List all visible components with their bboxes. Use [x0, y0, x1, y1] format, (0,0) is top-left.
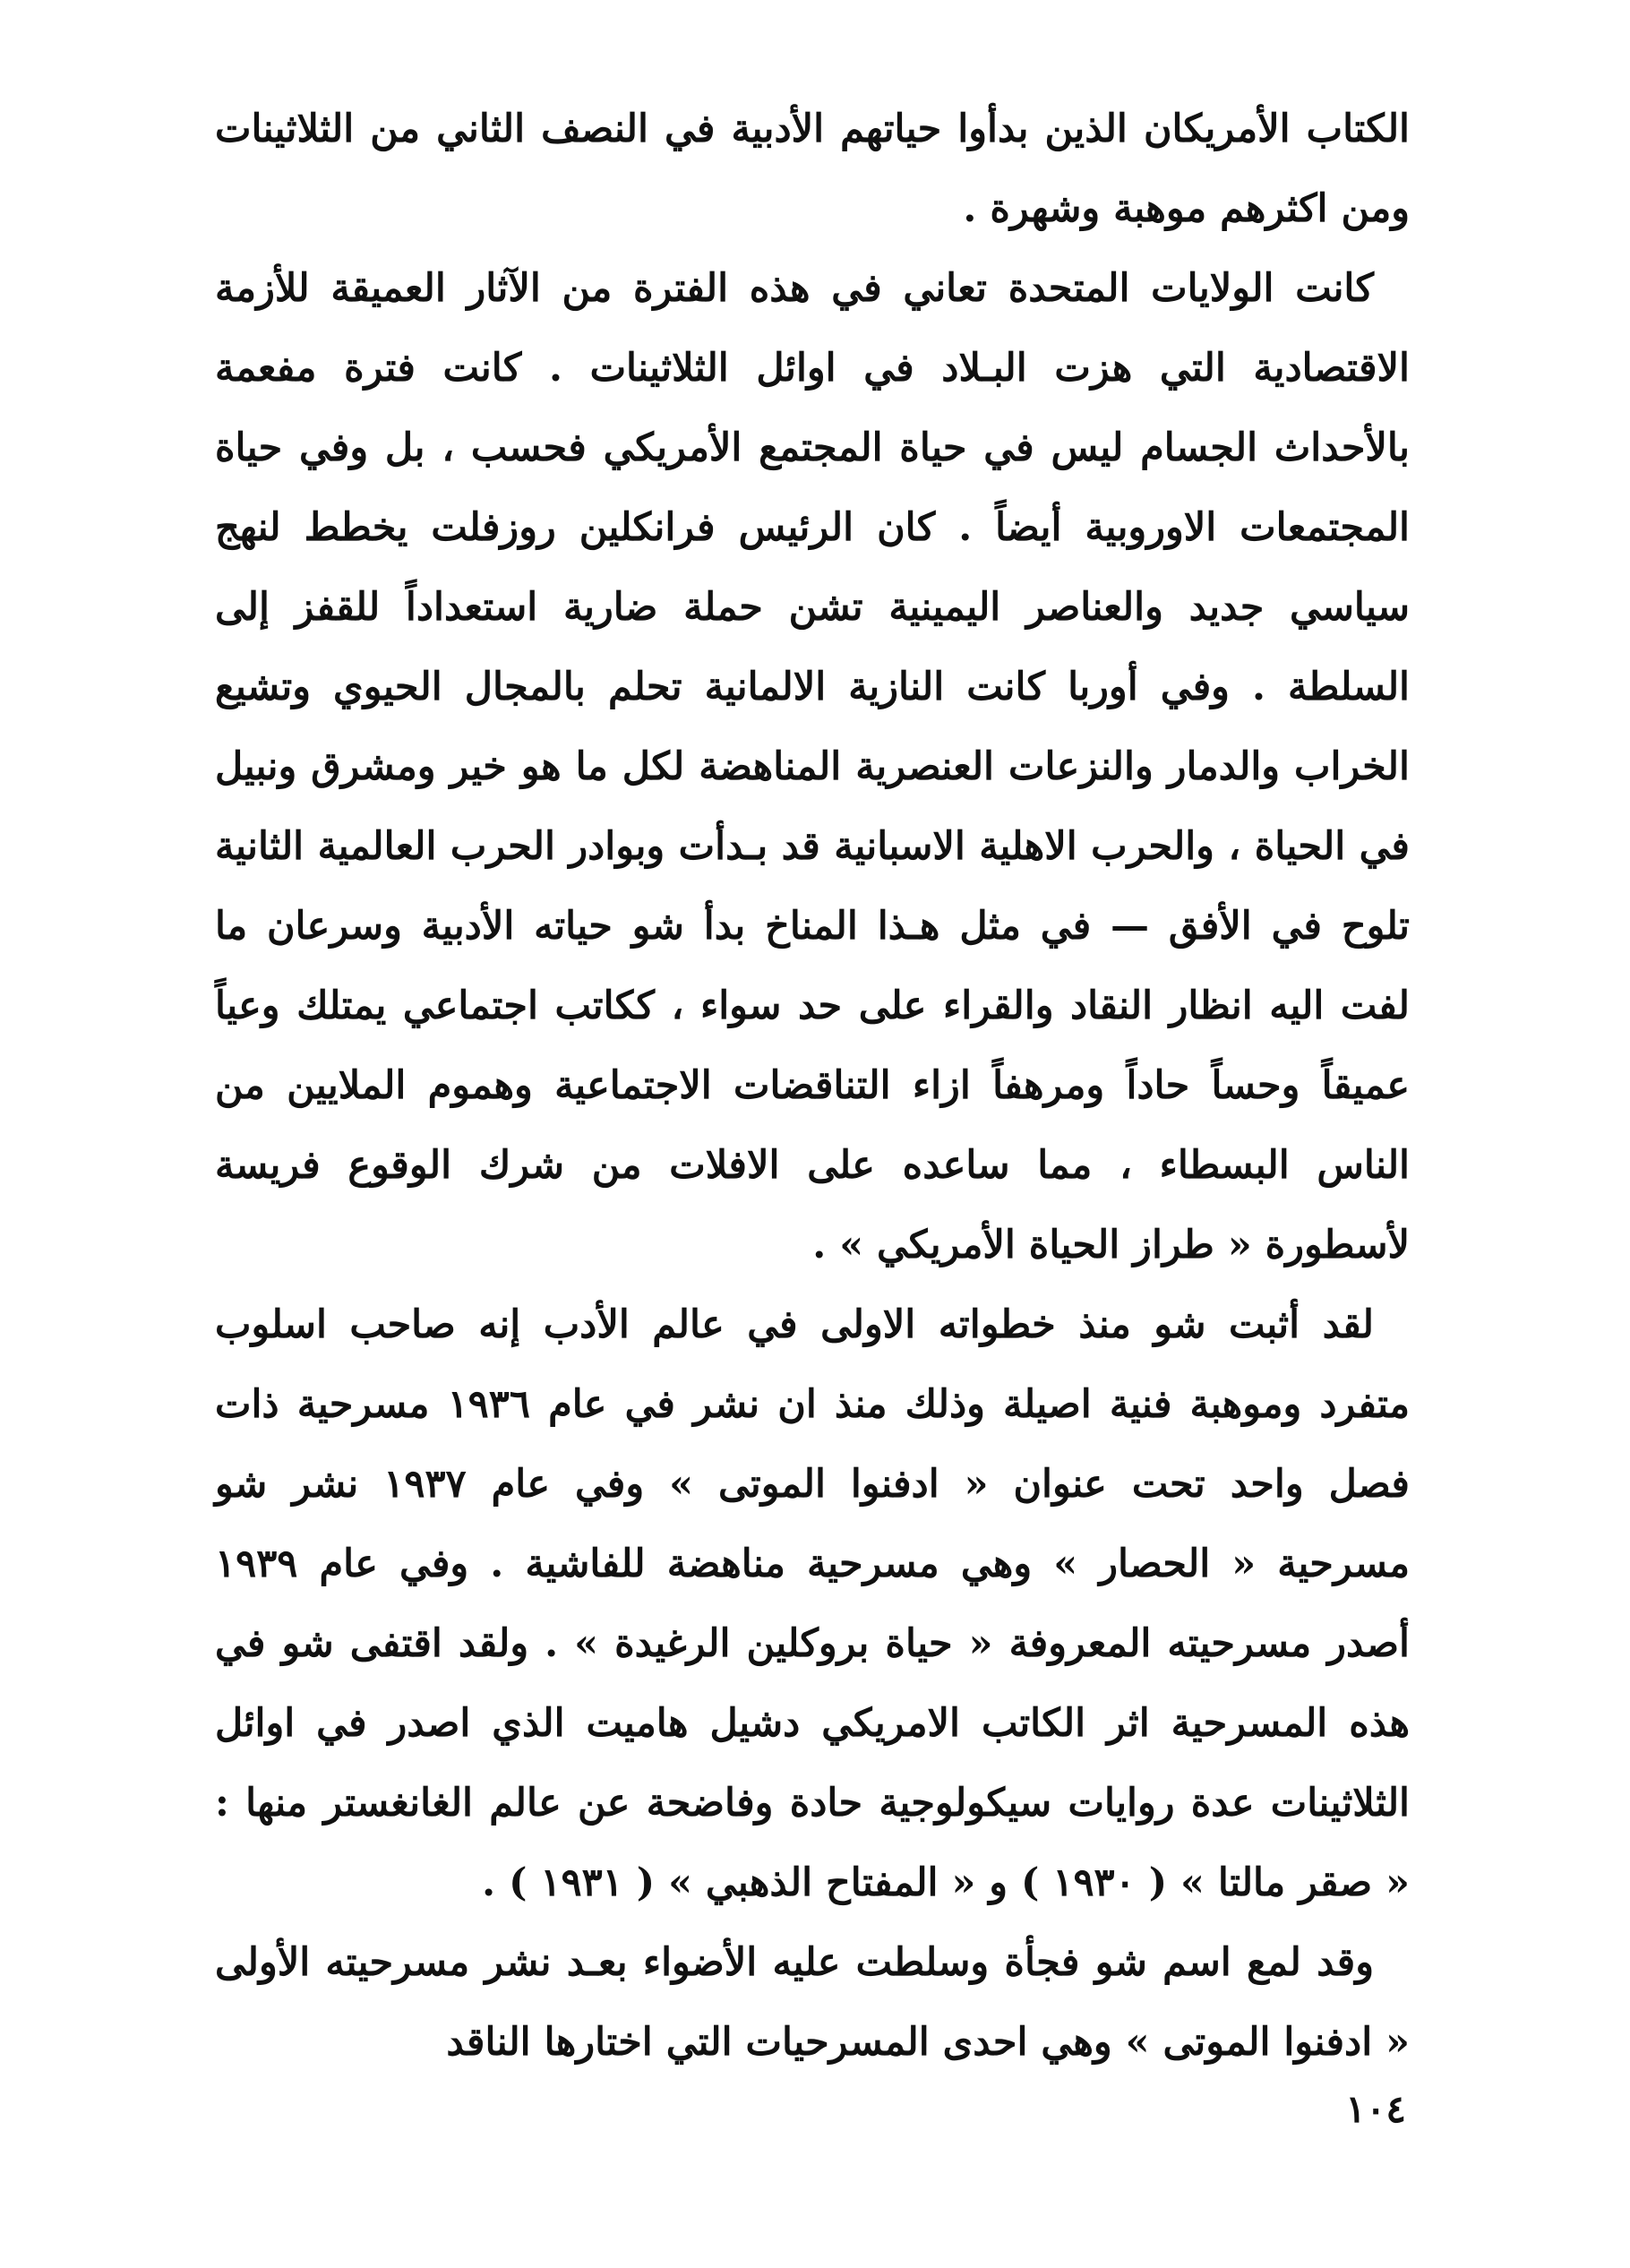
paragraph-continued: الكتاب الأمريكان الذين بدأوا حياتهم الأدبية في النصف الثاني من الثلاثينات ومن اكثرهم موهبة وشهرة .: [215, 107, 1410, 231]
paragraph-us-context: كانت الولايات المتحدة تعاني في هذه الفترة من الآثار العميقة للأزمة الاقتصادية التي هزت البـلاد في اوائل الثلاثينات . كانت فترة مفعمة بالأحداث الجسام ليس في حياة المجتمع الأمريكي فحسب ، بل وفي حياة المجتمعات الاوروبية أيضاً . كان الرئيس فرانكلين روزفلت يخطط لنهج سياسي جديد والعناصر اليمينية تشن حملة ضارية استعداداً للقفز إلى السلطة . وفي أوربا كانت النازية الالمانية تحلم بالمجال الحيوي وتشيع الخراب والدمار والنزعات العنصرية المناهضة لكل ما هو خير ومشرق ونبيل في الحياة ، والحرب الاهلية الاسبانية قد بـدأت وبوادر الحرب العالمية الثانية تلوح في الأفق — في مثل هـذا المناخ بدأ شو حياته الأدبية وسرعان ما لفت اليه انظار النقاد والقراء على حد سواء ، ككاتب اجتماعي يمتلك وعياً عميقاً وحساً حاداً ومرهفاً ازاء التناقضات الاجتماعية وهموم الملايين من الناس البسطاء ، مما ساعده على الافلات من شرك الوقوع فريسة لأسطورة « طراز الحياة الأمريكي » .: [215, 266, 1410, 1267]
paragraph-shaw-plays: لقد أثبت شو منذ خطواته الاولى في عالم الأدب إنه صاحب اسلوب متفرد وموهبة فنية اصيلة وذلك منذ ان نشر في عام ١٩٣٦ مسرحية ذات فصل واحد تحت عنوان « ادفنوا الموتى » وفي عام ١٩٣٧ نشر شو مسرحية « الحصار » وهي مسرحية مناهضة للفاشية . وفي عام ١٩٣٩ أصدر مسرحيته المعروفة « حياة بروكلين الرغيدة » . ولقد اقتفى شو في هذه المسرحية اثر الكاتب الامريكي دشيل هاميت الذي اصدر في اوائل الثلاثينات عدة روايات سيكولوجية حادة وفاضحة عن عالم الغانغستر منها : « صقر مالتا » ( ١٩٣٠ ) و « المفتاح الذهبي » ( ١٩٣١ ) .: [215, 1302, 1411, 1905]
body-text: [215, 90, 1410, 2083]
paragraph-shaw-fame: وقد لمع اسم شو فجأة وسلطت عليه الأضواء بعـد نشر مسرحيته الأولى « ادفنوا الموتى » وهي احدى المسرحيات التي اختارها الناقد: [215, 1940, 1410, 2065]
page-number: ١٠٤: [1345, 2087, 1406, 2131]
